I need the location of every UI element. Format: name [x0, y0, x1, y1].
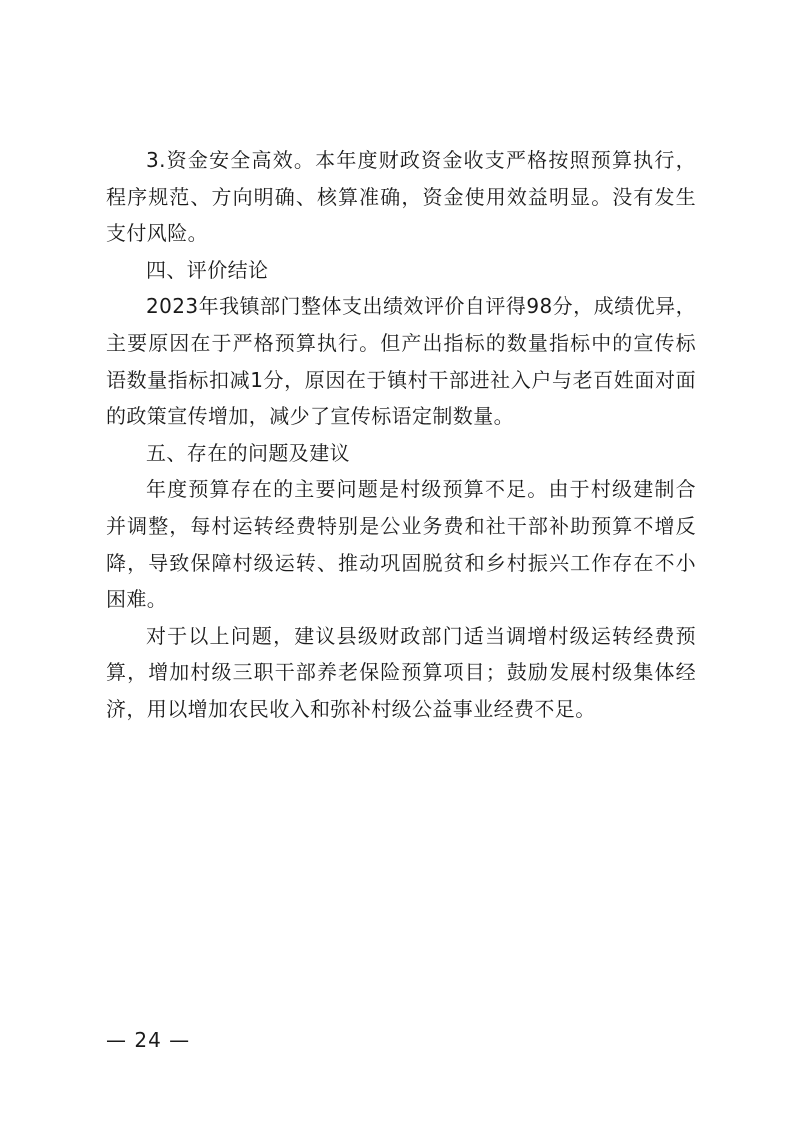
paragraph-suggestions: 对于以上问题，建议县级财政部门适当调增村级运转经费预算，增加村级三职干部养老保险预算项目；鼓励发展村级集体经济，用以增加农民收入和弥补村级公益事业经费不足。 [106, 623, 696, 721]
paragraph-evaluation-conclusion: 2023年我镇部门整体支出绩效评价自评得98分，成绩优异，主要原因在于严格预算执行。但产出指标的数量指标中的宣传标语数量指标扣减1分，原因在于镇村干部进社入户与老百姓面对面的政策宣传增加，减少了宣传标语定制数量。 [106, 294, 696, 429]
paragraph-fund-safety: 3.资金安全高效。本年度财政资金收支严格按照预算执行，程序规范、方向明确、核算准确，资金使用效益明显。没有发生支付风险。 [106, 148, 696, 246]
paragraph-problems: 年度预算存在的主要问题是村级预算不足。由于村级建制合并调整，每村运转经费特别是公业务费和社干部补助预算不增反降，导致保障村级运转、推动巩固脱贫和乡村振兴工作存在不小困难。 [106, 477, 696, 612]
document-body [106, 142, 696, 728]
page-number: — 24 — [106, 1028, 191, 1052]
section-heading-evaluation-conclusion: 四、评价结论 [146, 257, 269, 282]
section-heading-problems-suggestions: 五、存在的问题及建议 [146, 440, 350, 465]
